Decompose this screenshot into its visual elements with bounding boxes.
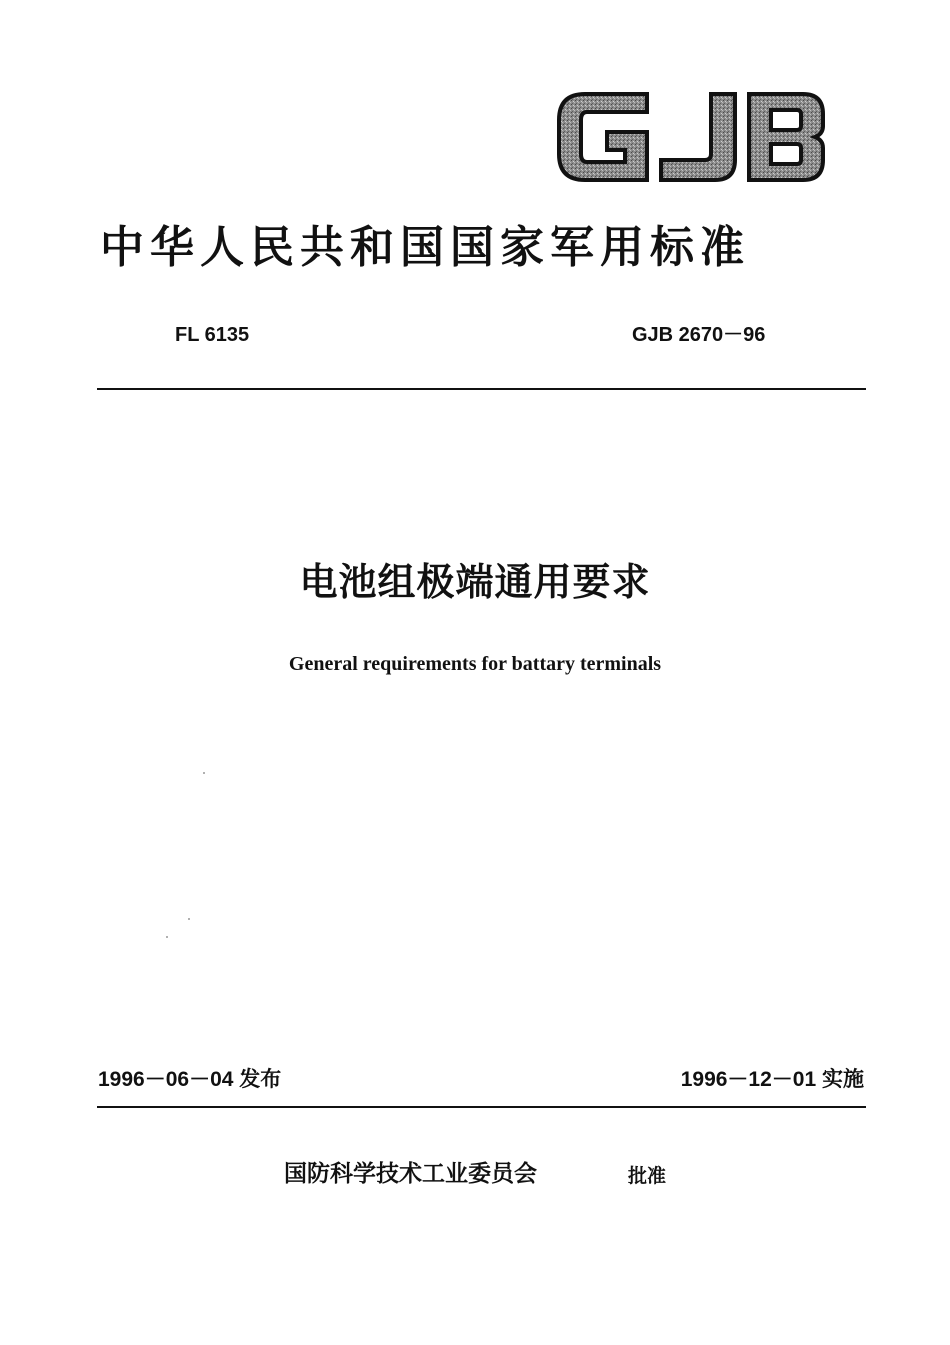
gjb-logo-icon <box>555 88 827 186</box>
approval-action: 批准 <box>628 1165 667 1187</box>
document-title-english: General requirements for battary terminals <box>288 653 662 675</box>
implementation-date: 1996－12－01 实施 <box>680 1068 864 1091</box>
approving-authority: 国防科学技术工业委员会 <box>284 1161 537 1187</box>
standard-name: 中华人民共和国国家军用标准 <box>100 222 750 273</box>
scan-speck <box>166 936 168 938</box>
top-divider <box>97 388 866 390</box>
issue-date: 1996－06－04 发布 <box>98 1068 282 1091</box>
bottom-divider <box>97 1106 866 1108</box>
document-title-chinese: 电池组极端通用要求 <box>299 560 651 604</box>
scan-speck <box>188 918 190 920</box>
standard-number: GJB 2670－96 <box>632 324 766 346</box>
scan-speck <box>203 772 205 774</box>
classification-code: FL 6135 <box>175 324 250 346</box>
